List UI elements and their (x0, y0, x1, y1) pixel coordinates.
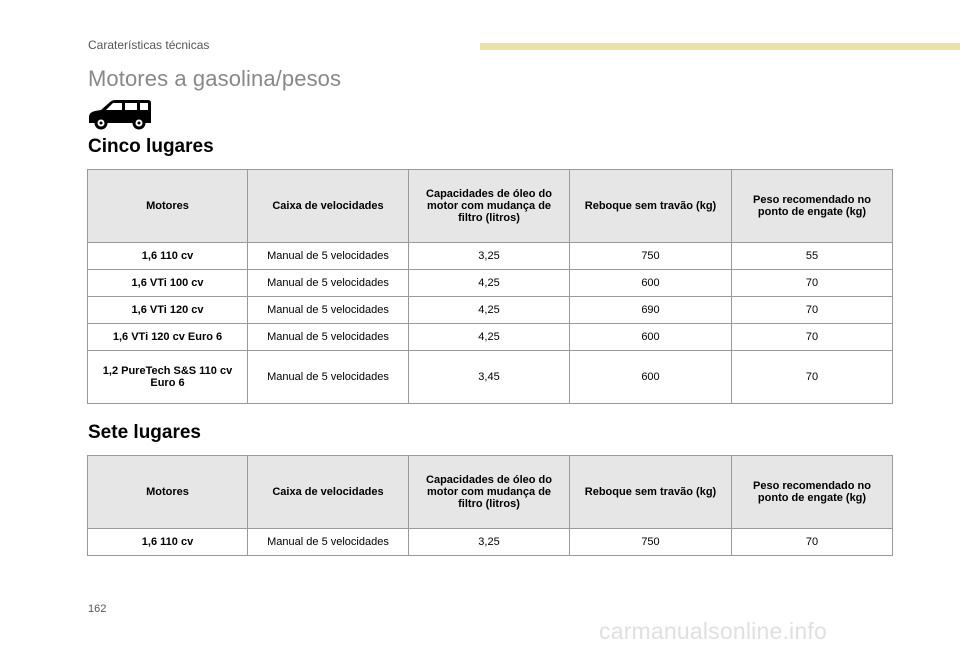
table-cell: 3,25 (409, 529, 570, 556)
page-title: Motores a gasolina/pesos (88, 66, 342, 91)
table-cell: 1,6 VTi 100 cv (88, 270, 248, 297)
header-accent-bar (480, 43, 960, 50)
table-cell: 4,25 (409, 297, 570, 324)
table-cell: 690 (570, 297, 732, 324)
five-seats-table (87, 169, 893, 404)
table-cell: 70 (732, 529, 893, 556)
table-cell: 70 (732, 270, 893, 297)
table-cell: Manual de 5 velocidades (248, 243, 409, 270)
table-row (88, 297, 893, 324)
table-cell: 3,45 (409, 351, 570, 404)
column-header: Motores (88, 170, 248, 243)
table-row (88, 351, 893, 404)
column-header: Caixa de velocidades (248, 170, 409, 243)
column-header: Peso recomendado no ponto de engate (kg) (732, 170, 893, 243)
column-header: Reboque sem travão (kg) (570, 456, 732, 529)
table-cell: Manual de 5 velocidades (248, 270, 409, 297)
column-header: Reboque sem travão (kg) (570, 170, 732, 243)
table-cell: 55 (732, 243, 893, 270)
table-header-row (88, 456, 893, 529)
subtitle-seven-seats: Sete lugares (88, 422, 201, 443)
table-cell: Manual de 5 velocidades (248, 529, 409, 556)
column-header: Motores (88, 456, 248, 529)
table-cell: 1,2 PureTech S&S 110 cv Euro 6 (88, 351, 248, 404)
table-header-row (88, 170, 893, 243)
table-cell: 750 (570, 243, 732, 270)
table-row (88, 243, 893, 270)
subtitle-five-seats: Cinco lugares (88, 136, 214, 157)
page-number: 162 (88, 603, 107, 615)
table-cell: 4,25 (409, 270, 570, 297)
table-cell: 70 (732, 297, 893, 324)
table-cell: Manual de 5 velocidades (248, 351, 409, 404)
watermark: carmanualsonline.info (599, 618, 827, 644)
column-header: Caixa de velocidades (248, 456, 409, 529)
table-cell: 3,25 (409, 243, 570, 270)
column-header: Capacidades de óleo do motor com mudança de filtro (litros) (409, 170, 570, 243)
table-cell: 750 (570, 529, 732, 556)
table-row (88, 324, 893, 351)
table-cell: 600 (570, 324, 732, 351)
table-cell: 600 (570, 270, 732, 297)
table-row (88, 529, 893, 556)
table-cell: Manual de 5 velocidades (248, 324, 409, 351)
table-cell: 1,6 110 cv (88, 243, 248, 270)
column-header: Capacidades de óleo do motor com mudança de filtro (litros) (409, 456, 570, 529)
minivan-side-icon (86, 99, 152, 131)
column-header: Peso recomendado no ponto de engate (kg) (732, 456, 893, 529)
section-header: Caraterísticas técnicas (88, 38, 210, 52)
table-cell: 4,25 (409, 324, 570, 351)
table-cell: 1,6 VTi 120 cv (88, 297, 248, 324)
seven-seats-table (87, 455, 893, 556)
table-cell: Manual de 5 velocidades (248, 297, 409, 324)
table-cell: 70 (732, 351, 893, 404)
table-cell: 600 (570, 351, 732, 404)
table-cell: 1,6 VTi 120 cv Euro 6 (88, 324, 248, 351)
table-row (88, 270, 893, 297)
table-cell: 70 (732, 324, 893, 351)
table-cell: 1,6 110 cv (88, 529, 248, 556)
